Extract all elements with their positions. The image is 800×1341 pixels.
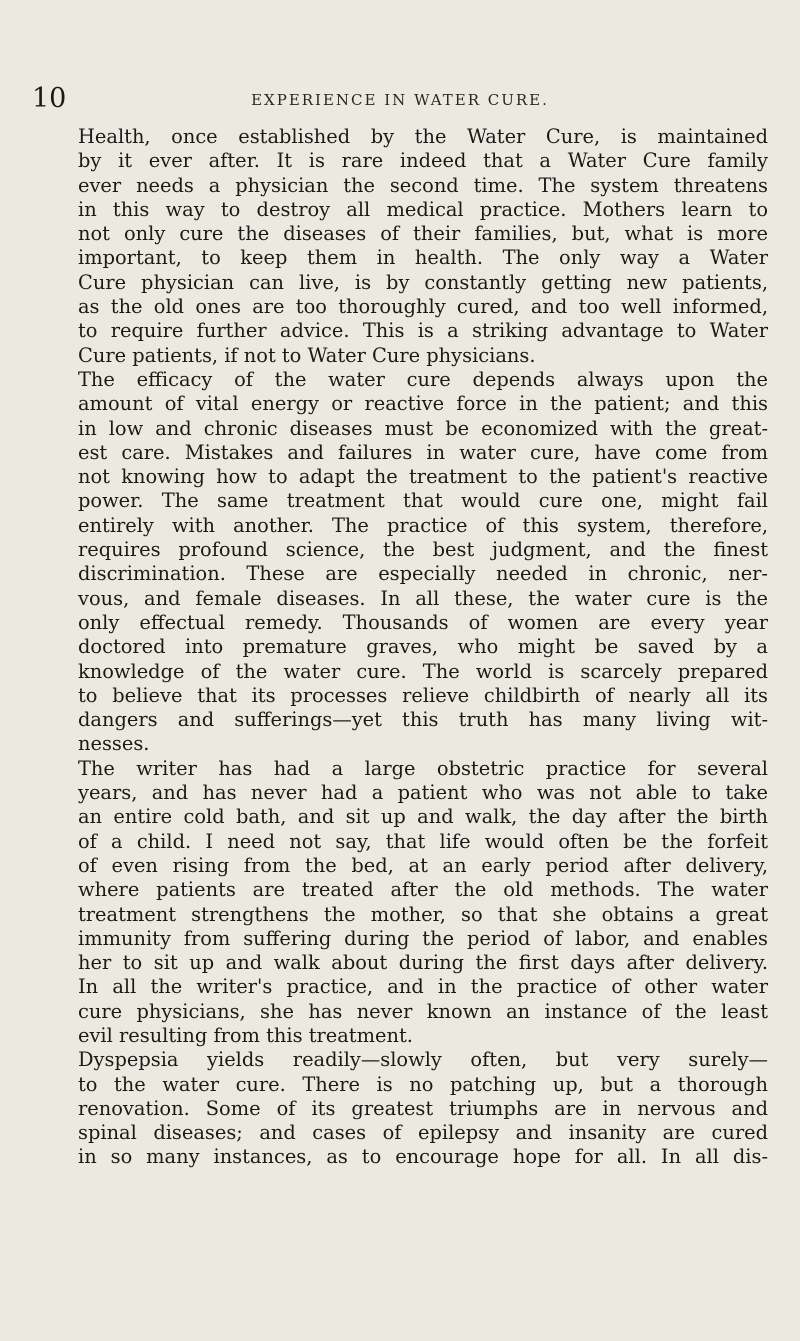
text-line: Health, once established by the Water Cure, is maintained xyxy=(78,125,768,148)
text-line: where patients are treated after the old methods. The water xyxy=(78,878,768,902)
text-line: only effectual remedy. Thousands of women are every year xyxy=(78,610,768,634)
text-line: cure physicians, she has never known an instance of the least xyxy=(78,999,768,1023)
text-line: entirely with another. The practice of this system, therefore, xyxy=(78,513,768,537)
text-line: years, and has never had a patient who was not able to take xyxy=(78,781,768,805)
text-line: to believe that its processes relieve childbirth of nearly all its xyxy=(78,683,768,707)
text-line: est care. Mistakes and failures in water cure, have come from xyxy=(78,440,768,464)
text-line: Dyspepsia yields readily—slowly often, but very surely— xyxy=(78,1048,768,1072)
text-line: requires profound science, the best judgment, and the finest xyxy=(78,538,768,562)
text-line: vous, and female diseases. In all these, the water cure is the xyxy=(78,586,768,610)
text-line: an entire cold bath, and sit up and walk, the day after the birth xyxy=(78,805,768,829)
text-line: immunity from suffering during the period of labor, and enables xyxy=(78,926,768,950)
text-line: dangers and sufferings—yet this truth has many living wit- xyxy=(78,708,768,732)
text-line: to require further advice. This is a striking advantage to Water xyxy=(78,319,768,343)
page-header xyxy=(32,84,768,120)
text-line: by it ever after. It is rare indeed that a Water Cure family xyxy=(78,149,768,173)
text-line: ever needs a physician the second time. The system threatens xyxy=(78,173,768,197)
running-head: EXPERIENCE IN WATER CURE. xyxy=(251,91,549,109)
text-line: renovation. Some of its greatest triumphs are in nervous and xyxy=(78,1096,768,1120)
text-line: The efficacy of the water cure depends always upon the xyxy=(78,367,768,391)
text-line: power. The same treatment that would cure one, might fail xyxy=(78,489,768,513)
text-line: evil resulting from this treatment. xyxy=(78,1023,413,1047)
text-line: of even rising from the bed, at an early period after delivery, xyxy=(78,853,768,877)
text-line: knowledge of the water cure. The world is scarcely prepared xyxy=(78,659,768,683)
text-line: in so many instances, as to encourage hope for all. In all dis- xyxy=(78,1145,768,1169)
page-number: 10 xyxy=(32,83,67,114)
text-line: nesses. xyxy=(78,732,150,756)
text-line: in low and chronic diseases must be economized with the great- xyxy=(78,416,768,440)
text-line: of a child. I need not say, that life would often be the forfeit xyxy=(78,829,768,853)
text-line: not knowing how to adapt the treatment to the patient's reactive xyxy=(78,465,768,489)
text-line: spinal diseases; and cases of epilepsy and insanity are cured xyxy=(78,1121,768,1145)
text-line: treatment strengthens the mother, so that she obtains a great xyxy=(78,902,768,926)
text-line: in this way to destroy all medical practice. Mothers learn to xyxy=(78,197,768,221)
text-line: The writer has had a large obstetric practice for several xyxy=(78,756,768,780)
text-line: not only cure the diseases of their families, but, what is more xyxy=(78,222,768,246)
body-text xyxy=(78,125,768,1170)
text-line: Cure physician can live, is by constantly getting new patients, xyxy=(78,270,768,294)
text-line: amount of vital energy or reactive force in the patient; and this xyxy=(78,392,768,416)
text-line: In all the writer's practice, and in the practice of other water xyxy=(78,975,768,999)
text-line: Cure patients, if not to Water Cure physicians. xyxy=(78,343,536,367)
text-line: her to sit up and walk about during the first days after delivery. xyxy=(78,951,768,975)
text-line: discrimination. These are especially needed in chronic, ner- xyxy=(78,562,768,586)
text-line: important, to keep them in health. The only way a Water xyxy=(78,246,768,270)
text-line: as the old ones are too thoroughly cured, and too well informed, xyxy=(78,295,768,319)
text-line: doctored into premature graves, who might be saved by a xyxy=(78,635,768,659)
text-line: to the water cure. There is no patching up, but a thorough xyxy=(78,1072,768,1096)
